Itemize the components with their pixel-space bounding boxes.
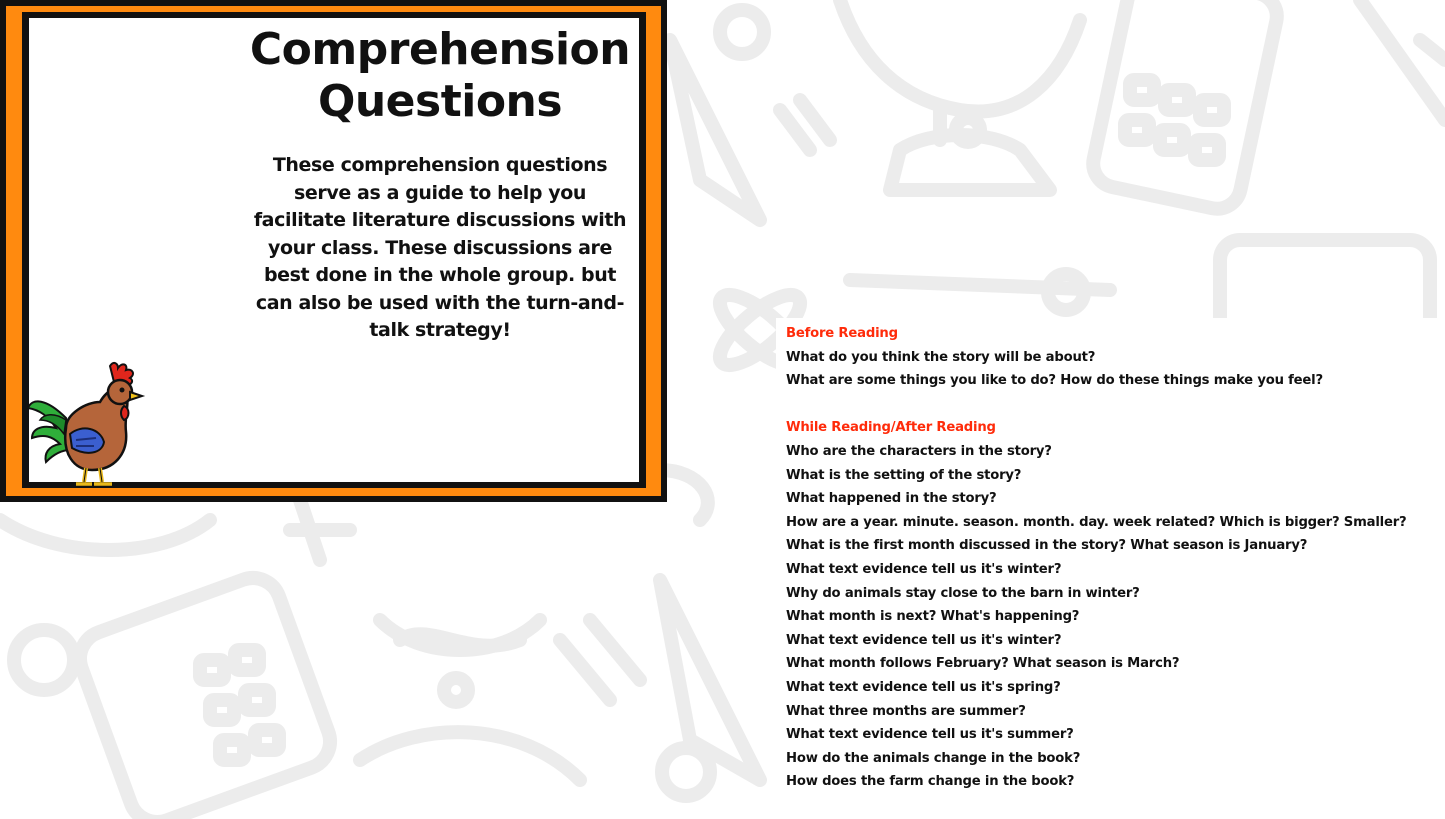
title-line-1: Comprehension xyxy=(249,24,631,75)
question-item: How are a year. minute. season. month. day. week related? Which is bigger? Smaller? xyxy=(786,514,1407,530)
question-item: Why do animals stay close to the barn in winter? xyxy=(786,585,1140,601)
question-item: Who are the characters in the story? xyxy=(786,443,1052,459)
question-item: What month follows February? What season is March? xyxy=(786,656,1180,672)
question-item: What do you think the story will be about? xyxy=(786,349,1096,365)
question-item: What month is next? What's happening? xyxy=(786,609,1080,625)
question-item: What happened in the story? xyxy=(786,491,997,507)
title-line-2: Questions xyxy=(317,76,563,127)
card-description: These comprehension questions serve as a guide to help you facilitate literature discussions with your class. These discussions are best done in the whole group. but can also be used with the turn-and-talk strategy! xyxy=(253,154,627,341)
before-reading-heading: Before Reading xyxy=(786,326,898,341)
page-title xyxy=(230,24,650,128)
question-item: What text evidence tell us it's winter? xyxy=(786,561,1062,577)
question-item: What three months are summer? xyxy=(786,703,1026,719)
question-item: What is the first month discussed in the story? What season is January? xyxy=(786,538,1308,554)
rooster-icon xyxy=(26,358,148,490)
question-item: What is the setting of the story? xyxy=(786,467,1022,483)
question-item: What text evidence tell us it's summer? xyxy=(786,727,1074,743)
question-item: What are some things you like to do? How do these things make you feel? xyxy=(786,373,1323,389)
question-item: How does the farm change in the book? xyxy=(786,774,1075,790)
questions-list xyxy=(786,322,1426,794)
question-item: How do the animals change in the book? xyxy=(786,750,1081,766)
while-reading-heading: While Reading/After Reading xyxy=(786,420,996,436)
section-spacer xyxy=(786,393,1426,417)
question-item: What text evidence tell us it's winter? xyxy=(786,632,1062,648)
question-item: What text evidence tell us it's spring? xyxy=(786,679,1061,695)
